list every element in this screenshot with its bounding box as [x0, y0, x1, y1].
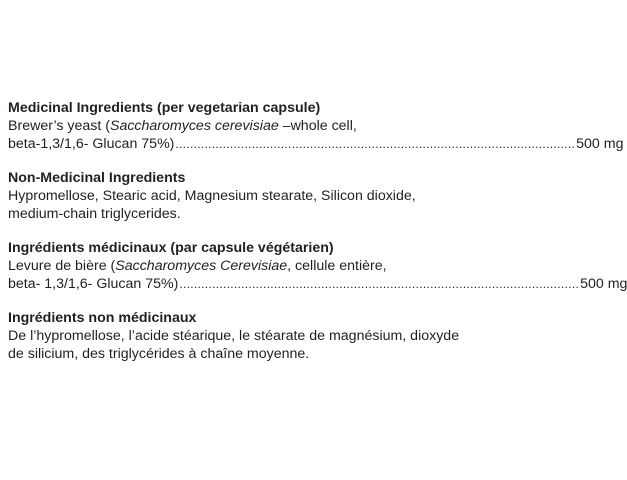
non-medicinal-ingredients-fr	[8, 309, 472, 363]
species-name: Saccharomyces Cerevisiae	[115, 258, 288, 274]
ingredient-amount: 500 mg	[576, 136, 624, 152]
medicinal-ingredients-en	[8, 99, 624, 153]
section-title: Ingrédients non médicinaux	[8, 310, 197, 326]
ingredient-amount: 500 mg	[580, 276, 627, 292]
species-name: Saccharomyces cerevisiae	[109, 118, 279, 134]
dot-leader: ..............................................................................................................	[179, 277, 580, 291]
ingredients-label	[8, 99, 627, 379]
section-title: Ingrédients médicinaux (par capsule végétarien)	[8, 240, 334, 256]
non-medicinal-ingredients-en	[8, 169, 472, 223]
ingredient-line	[8, 257, 472, 275]
ingredient-list: Hypromellose, Stearic acid, Magnesium stearate, Silicon dioxide, medium-chain triglycerides.	[8, 188, 416, 222]
dot-leader: ..............................................................................................................	[175, 137, 576, 151]
ingredient-detail: beta-1,3/1,6- Glucan 75%)	[8, 136, 175, 152]
section-title: Non-Medicinal Ingredients	[8, 170, 186, 186]
ingredient-detail: beta- 1,3/1,6- Glucan 75%)	[8, 276, 179, 292]
ingredient-list: De l’hypromellose, l’acide stéarique, le stéarate de magnésium, dioxyde de silicium, des triglycérides à chaîne moyenne.	[8, 328, 460, 362]
ingredient-amount-row	[8, 275, 627, 293]
ingredient-amount-row	[8, 135, 624, 153]
section-title: Medicinal Ingredients (per vegetarian capsule)	[8, 100, 321, 116]
ingredient-description: , cellule entière,	[287, 258, 387, 274]
ingredient-name: Brewer’s yeast (	[8, 118, 110, 134]
ingredient-description: –whole cell,	[278, 118, 357, 134]
medicinal-ingredients-fr	[8, 239, 627, 293]
ingredient-line	[8, 117, 472, 135]
ingredient-name: Levure de bière (	[8, 258, 116, 274]
